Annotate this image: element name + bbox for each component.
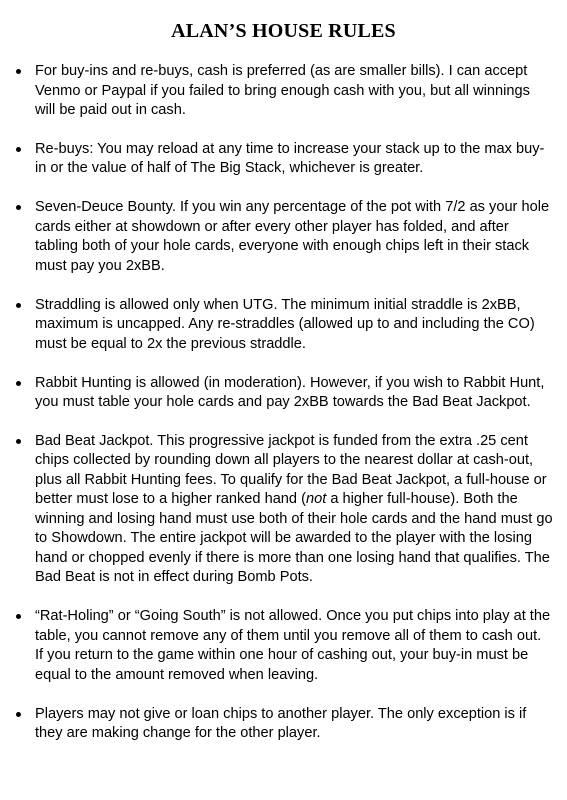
rule-straddling — [0, 296, 567, 355]
rule-text-part: Bad Beat Jackpot. This progressive jackpot is funded from the extra .25 cent chips collected by rounding down all players to the nearest dollar at cash-out, plus all Rabbit Hunting fees. To qualify for the Bad Beat Jackpot, a full-house or better must lose to a higher ranked hand ( — [35, 432, 547, 508]
bullet-icon — [16, 303, 21, 308]
rule-text: Rabbit Hunting is allowed (in moderation). However, if you wish to Rabbit Hunt, you must table your hole cards and pay 2xBB towards the Bad Beat Jackpot. — [35, 374, 545, 411]
rule-text-part: a higher full-house). Both the winning and losing hand must use both of their hole cards and the hand must go to Showdown. The entire jackpot will be awarded to the player with the losing hand or chopped evenly if there is more than one losing hand that qualifies. The Bad Beat is not in effect during Bomb Pots. — [35, 491, 553, 586]
rule-text: Players may not give or loan chips to another player. The only exception is if they are making change for the other player. — [35, 705, 527, 742]
rule-chip-loans — [0, 705, 567, 744]
rule-bad-beat-jackpot — [0, 432, 567, 588]
rule-rat-holing — [0, 607, 567, 685]
rule-buy-ins — [0, 62, 567, 121]
bullet-icon — [16, 712, 21, 717]
rule-text: Seven-Deuce Bounty. If you win any percentage of the pot with 7/2 as your hole cards either at showdown or after every other player has folded, and after tabling both of your hole cards, everyone with enough chips left in their stack must pay you 2xBB. — [35, 199, 550, 274]
bullet-icon — [16, 381, 21, 386]
rule-re-buys — [0, 140, 567, 179]
rule-seven-deuce-bounty — [0, 198, 567, 276]
bullet-icon — [16, 69, 21, 74]
rule-text: “Rat-Holing” or “Going South” is not allowed. Once you put chips into play at the table, you cannot remove any of them until you remove all of them to cash out. If you return to the game within one hour of cashing out, your buy-in must be equal to the amount removed when leaving. — [35, 608, 551, 683]
bullet-icon — [16, 147, 21, 152]
rule-text-italic: not — [305, 491, 327, 508]
rule-text: Straddling is allowed only when UTG. The minimum initial straddle is 2xBB, maximum is uncapped. Any re-straddles (allowed up to and including the CO) must be equal to 2x the previous straddle. — [35, 296, 535, 352]
rule-text: Re-buys: You may reload at any time to increase your stack up to the max buy-in or the value of half of The Big Stack, whichever is greater. — [35, 140, 545, 177]
house-rules-list — [0, 62, 567, 763]
bullet-icon — [16, 614, 21, 619]
bullet-icon — [16, 205, 21, 210]
bullet-icon — [16, 439, 21, 444]
rule-rabbit-hunting — [0, 374, 567, 413]
rule-text — [35, 432, 553, 588]
rule-text: For buy-ins and re-buys, cash is preferred (as are smaller bills). I can accept Venmo or Paypal if you failed to bring enough cash with you, but all winnings will be paid out in cash. — [35, 63, 530, 118]
document-title: ALAN’S HOUSE RULES — [171, 20, 396, 42]
